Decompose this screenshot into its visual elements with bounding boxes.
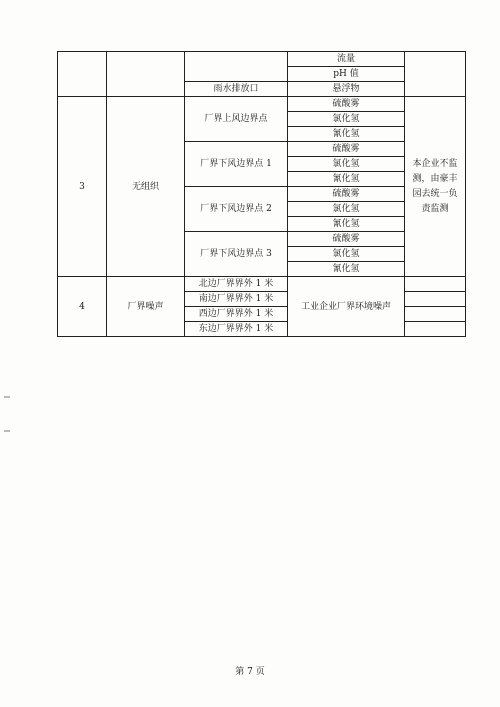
item-cell: 氰化氢 bbox=[288, 217, 405, 232]
item-cell: 氰化氢 bbox=[288, 262, 405, 277]
item-cell: 硫酸雾 bbox=[288, 232, 405, 247]
point-cell: 东边厂界界外 1 米 bbox=[185, 322, 288, 337]
category-cell: 无组织 bbox=[107, 97, 185, 277]
standard-cell: 工业企业厂界环境噪声 bbox=[288, 277, 405, 337]
note-cell bbox=[405, 52, 466, 97]
point-cell: 西边厂界界外 1 米 bbox=[185, 307, 288, 322]
item-cell: 氯化氢 bbox=[288, 202, 405, 217]
point-cell: 厂界上风边界点 bbox=[185, 97, 288, 142]
item-cell: 流量 bbox=[288, 52, 405, 67]
note-cell bbox=[405, 322, 466, 337]
category-cell bbox=[107, 52, 185, 97]
table-row bbox=[58, 97, 466, 112]
point-cell: 南边厂界界外 1 米 bbox=[185, 292, 288, 307]
monitoring-table bbox=[57, 51, 466, 337]
scan-mark bbox=[4, 430, 10, 432]
page-number: 第 7 页 bbox=[235, 667, 265, 677]
item-cell: 氯化氢 bbox=[288, 112, 405, 127]
item-cell: 氰化氢 bbox=[288, 172, 405, 187]
empty-point-cell bbox=[185, 52, 288, 82]
point-cell: 厂界下风边界点 2 bbox=[185, 187, 288, 232]
note-cell bbox=[405, 307, 466, 322]
index-cell: 4 bbox=[58, 277, 107, 337]
index-cell bbox=[58, 52, 107, 97]
point-cell: 厂界下风边界点 3 bbox=[185, 232, 288, 277]
category-cell: 厂界噪声 bbox=[107, 277, 185, 337]
item-cell: 氯化氢 bbox=[288, 247, 405, 262]
table-row bbox=[58, 52, 466, 67]
note-cell: 本企业不监测，由豪丰园去统一负责监测 bbox=[405, 97, 466, 277]
item-cell: 硫酸雾 bbox=[288, 97, 405, 112]
index-cell: 3 bbox=[58, 97, 107, 277]
point-cell: 北边厂界界外 1 米 bbox=[185, 277, 288, 292]
note-cell bbox=[405, 292, 466, 307]
item-cell: 悬浮物 bbox=[288, 82, 405, 97]
item-cell: 硫酸雾 bbox=[288, 142, 405, 157]
item-cell: pH 值 bbox=[288, 67, 405, 82]
item-cell: 氯化氢 bbox=[288, 157, 405, 172]
item-cell: 氰化氢 bbox=[288, 127, 405, 142]
table-row bbox=[58, 277, 466, 292]
item-cell: 硫酸雾 bbox=[288, 187, 405, 202]
scan-mark bbox=[4, 396, 10, 398]
point-cell: 厂界下风边界点 1 bbox=[185, 142, 288, 187]
note-cell bbox=[405, 277, 466, 292]
outlet-cell: 雨水排放口 bbox=[185, 82, 288, 97]
